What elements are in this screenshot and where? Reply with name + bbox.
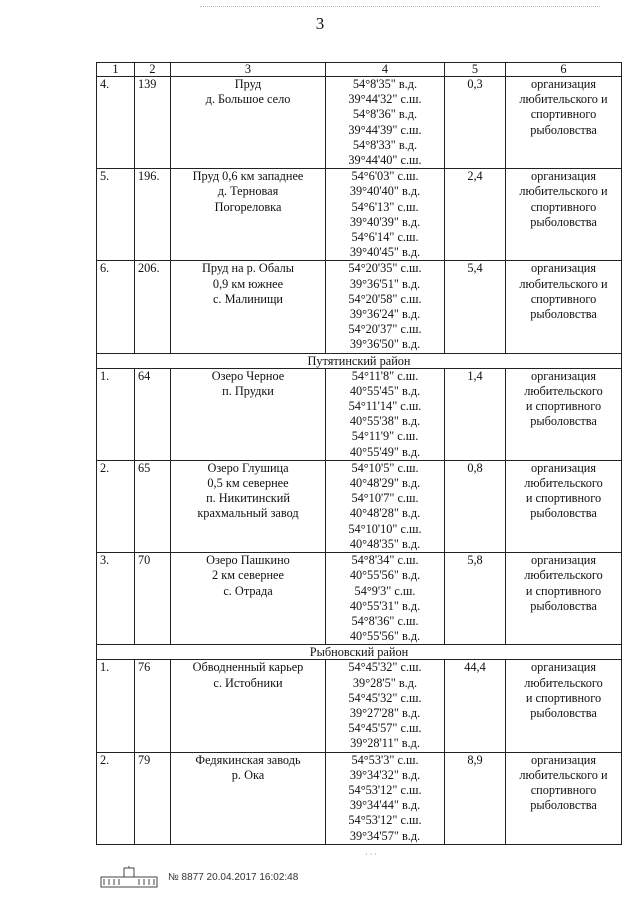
- header-col-6: 6: [506, 63, 622, 77]
- purpose-line: любительского: [524, 476, 603, 491]
- row-number: 5.: [97, 169, 135, 261]
- coordinates: [326, 261, 445, 353]
- coordinate-line: 54°8'35" в.д.: [352, 77, 418, 91]
- purpose-line: любительского и: [519, 767, 608, 782]
- document-registration-number: № 8877 20.04.2017 16:02:48: [168, 872, 299, 883]
- coordinates: [326, 553, 445, 645]
- coordinate-line: 40°55'31" в.д.: [349, 598, 421, 613]
- name-line: с. Истобники: [213, 675, 283, 690]
- usage-purpose: [506, 368, 622, 460]
- row-number: 3.: [97, 553, 135, 645]
- object-code: 139: [135, 77, 171, 169]
- purpose-line: рыболовства: [530, 122, 597, 137]
- district-title: Путятинский район: [97, 353, 622, 368]
- purpose-line: рыболовства: [530, 705, 597, 720]
- water-body-name: [171, 460, 326, 552]
- name-line: Озеро Черное: [211, 368, 285, 383]
- purpose-line: спортивного: [530, 107, 597, 122]
- purpose-line: рыболовства: [530, 506, 597, 521]
- water-body-name: [171, 169, 326, 261]
- purpose-line: спортивного: [530, 291, 597, 306]
- registry-stamp-icon: [100, 866, 158, 888]
- coordinate-line: 40°48'28" в.д.: [349, 506, 421, 521]
- coordinate-line: 39°36'51" в.д.: [349, 276, 421, 291]
- coordinate-line: 39°40'45" в.д.: [349, 245, 421, 260]
- header-col-5: 5: [445, 63, 506, 77]
- coordinate-line: 54°8'36" в.д.: [352, 107, 418, 122]
- area-value: 1,4: [445, 368, 506, 460]
- purpose-line: спортивного: [530, 782, 597, 797]
- coordinate-line: 39°34'57" в.д.: [349, 828, 421, 843]
- coordinate-line: 54°8'34" с.ш.: [351, 553, 419, 568]
- purpose-line: и спортивного: [525, 399, 602, 414]
- name-line: с. Малинищи: [212, 291, 284, 306]
- name-line: п. Прудки: [222, 383, 274, 398]
- row-number: 1.: [97, 660, 135, 752]
- area-value: 5,8: [445, 553, 506, 645]
- purpose-line: любительского: [524, 675, 603, 690]
- district-title: Рыбновский район: [97, 645, 622, 660]
- name-line: Пруд на р. Обалы: [201, 261, 295, 276]
- purpose-line: любительского и: [519, 92, 608, 107]
- name-line: Обводненный карьер: [192, 660, 304, 675]
- usage-purpose: [506, 169, 622, 261]
- coordinate-line: 54°11'8" с.ш.: [351, 368, 419, 383]
- coordinate-line: 40°55'49" в.д.: [349, 444, 421, 459]
- name-line: Погореловка: [214, 199, 282, 214]
- scan-artifact-line: [200, 6, 600, 7]
- coordinate-line: 40°48'29" в.д.: [349, 476, 421, 491]
- coordinate-line: 54°45'57" с.ш.: [348, 721, 422, 736]
- table-row: [97, 261, 622, 353]
- header-row: [97, 63, 622, 77]
- row-number: 1.: [97, 368, 135, 460]
- name-line: д. Терновая: [217, 184, 279, 199]
- coordinate-line: 54°6'13" с.ш.: [351, 199, 419, 214]
- object-code: 79: [135, 752, 171, 844]
- purpose-line: рыболовства: [530, 414, 597, 429]
- coordinate-line: 54°20'37" с.ш.: [348, 322, 422, 337]
- area-value: 0,3: [445, 77, 506, 169]
- coordinate-line: 54°9'3" с.ш.: [354, 583, 416, 598]
- coordinate-line: 54°8'36" с.ш.: [351, 613, 419, 628]
- water-bodies-table: [96, 62, 622, 845]
- purpose-line: рыболовства: [530, 798, 597, 813]
- purpose-line: и спортивного: [525, 690, 602, 705]
- table-row: [97, 460, 622, 552]
- name-line: 2 км севернее: [212, 568, 284, 583]
- name-line: Озеро Пашкино: [206, 553, 290, 568]
- object-code: 70: [135, 553, 171, 645]
- coordinate-line: 39°40'40" в.д.: [349, 184, 421, 199]
- coordinates: [326, 169, 445, 261]
- purpose-line: организация: [530, 553, 597, 568]
- name-line: Пруд 0,6 км западнее: [192, 169, 304, 184]
- coordinate-line: 40°55'45" в.д.: [349, 383, 421, 398]
- coordinate-line: 40°55'56" в.д.: [349, 629, 421, 644]
- usage-purpose: [506, 752, 622, 844]
- object-code: 65: [135, 460, 171, 552]
- coordinates: [326, 368, 445, 460]
- table-row: [97, 368, 622, 460]
- coordinate-line: 54°11'9" с.ш.: [351, 429, 419, 444]
- coordinate-line: 39°28'5" в.д.: [352, 675, 418, 690]
- coordinate-line: 40°55'56" в.д.: [349, 568, 421, 583]
- purpose-line: любительского: [524, 383, 603, 398]
- coordinate-line: 54°8'33" в.д.: [352, 137, 418, 152]
- name-line: п. Никитинский: [206, 491, 290, 506]
- purpose-line: спортивного: [530, 199, 597, 214]
- water-body-name: [171, 660, 326, 752]
- water-body-name: [171, 261, 326, 353]
- coordinate-line: 54°20'58" с.ш.: [348, 291, 422, 306]
- coordinates: [326, 752, 445, 844]
- footer: [100, 866, 500, 890]
- coordinate-line: 54°6'03" с.ш.: [351, 169, 419, 184]
- object-code: 196.: [135, 169, 171, 261]
- usage-purpose: [506, 460, 622, 552]
- name-line: Федякинская заводь: [195, 752, 301, 767]
- coordinate-line: 54°53'12" с.ш.: [348, 782, 422, 797]
- table-row: [97, 752, 622, 844]
- coordinate-line: 39°40'39" в.д.: [349, 214, 421, 229]
- header-col-4: 4: [326, 63, 445, 77]
- purpose-line: рыболовства: [530, 307, 597, 322]
- table-row: [97, 169, 622, 261]
- purpose-line: рыболовства: [530, 598, 597, 613]
- coordinate-line: 39°44'40" с.ш.: [348, 153, 422, 168]
- coordinate-line: 39°36'24" в.д.: [349, 307, 421, 322]
- coordinate-line: 54°20'35" с.ш.: [348, 261, 422, 276]
- purpose-line: любительского: [524, 568, 603, 583]
- coordinates: [326, 77, 445, 169]
- district-header-row: [97, 353, 622, 368]
- purpose-line: организация: [530, 169, 597, 184]
- coordinate-line: 54°45'32" с.ш.: [348, 690, 422, 705]
- area-value: 0,8: [445, 460, 506, 552]
- row-number: 4.: [97, 77, 135, 169]
- coordinate-line: 54°10'5" с.ш.: [351, 460, 419, 475]
- purpose-line: организация: [530, 261, 597, 276]
- object-code: 76: [135, 660, 171, 752]
- name-line: крахмальный завод: [197, 506, 299, 521]
- coordinate-line: 40°55'38" в.д.: [349, 414, 421, 429]
- coordinates: [326, 460, 445, 552]
- coordinate-line: 54°53'3" с.ш.: [351, 752, 419, 767]
- coordinate-line: 54°53'12" с.ш.: [348, 813, 422, 828]
- coordinate-line: 54°10'7" с.ш.: [351, 491, 419, 506]
- district-header-row: [97, 645, 622, 660]
- coordinate-line: 39°44'39" с.ш.: [348, 122, 422, 137]
- coordinate-line: 54°6'14" с.ш.: [351, 230, 419, 245]
- name-line: с. Отрада: [223, 583, 273, 598]
- coordinate-line: 39°28'11" в.д.: [350, 736, 420, 751]
- purpose-line: и спортивного: [525, 491, 602, 506]
- water-body-name: [171, 77, 326, 169]
- purpose-line: любительского и: [519, 276, 608, 291]
- area-value: 8,9: [445, 752, 506, 844]
- water-body-name: [171, 752, 326, 844]
- area-value: 5,4: [445, 261, 506, 353]
- coordinate-line: 39°36'50" в.д.: [349, 337, 421, 352]
- header-col-3: 3: [171, 63, 326, 77]
- purpose-line: организация: [530, 77, 597, 91]
- coordinate-line: 39°44'32" с.ш.: [348, 92, 422, 107]
- usage-purpose: [506, 660, 622, 752]
- page-number: 3: [315, 14, 325, 33]
- purpose-line: и спортивного: [525, 583, 602, 598]
- purpose-line: организация: [530, 460, 597, 475]
- usage-purpose: [506, 77, 622, 169]
- usage-purpose: [506, 553, 622, 645]
- name-line: д. Большое село: [205, 92, 291, 107]
- area-value: 44,4: [445, 660, 506, 752]
- row-number: 6.: [97, 261, 135, 353]
- name-line: 0,9 км южнее: [212, 276, 284, 291]
- usage-purpose: [506, 261, 622, 353]
- header-col-1: 1: [97, 63, 135, 77]
- name-line: Пруд: [234, 77, 262, 91]
- header-col-2: 2: [135, 63, 171, 77]
- coordinate-line: 39°34'32" в.д.: [349, 767, 421, 782]
- scan-artifact-dots: · · ·: [365, 850, 377, 859]
- name-line: Озеро Глушица: [207, 460, 289, 475]
- coordinate-line: 54°10'10" с.ш.: [348, 521, 422, 536]
- name-line: р. Ока: [231, 767, 265, 782]
- water-body-name: [171, 553, 326, 645]
- coordinates: [326, 660, 445, 752]
- coordinate-line: 54°45'32" с.ш.: [348, 660, 422, 675]
- coordinate-line: 40°48'35" в.д.: [349, 536, 421, 551]
- table-body: [97, 77, 622, 845]
- purpose-line: организация: [530, 752, 597, 767]
- purpose-line: любительского и: [519, 184, 608, 199]
- row-number: 2.: [97, 460, 135, 552]
- water-body-name: [171, 368, 326, 460]
- table-row: [97, 553, 622, 645]
- object-code: 64: [135, 368, 171, 460]
- coordinate-line: 39°27'28" в.д.: [349, 705, 421, 720]
- coordinate-line: 39°34'44" в.д.: [349, 798, 421, 813]
- name-line: 0,5 км севернее: [207, 476, 289, 491]
- table-row: [97, 660, 622, 752]
- object-code: 206.: [135, 261, 171, 353]
- coordinate-line: 54°11'14" с.ш.: [348, 399, 422, 414]
- purpose-line: организация: [530, 660, 597, 675]
- area-value: 2,4: [445, 169, 506, 261]
- table-row: [97, 77, 622, 169]
- purpose-line: организация: [530, 368, 597, 383]
- purpose-line: рыболовства: [530, 214, 597, 229]
- row-number: 2.: [97, 752, 135, 844]
